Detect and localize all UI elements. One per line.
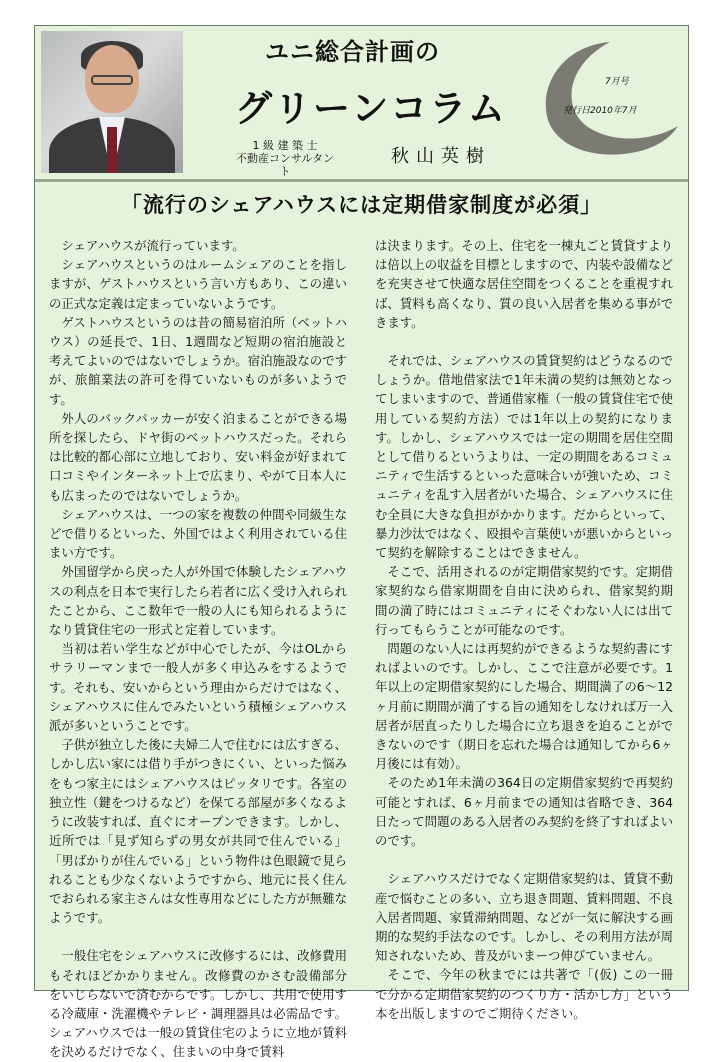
left-column [49,236,347,1062]
paragraph-spacer [375,332,673,351]
author-role-line1: 1 級 建 築 士 [252,139,318,152]
paragraph-spacer [375,850,673,869]
right-column [375,236,673,1023]
paragraph: ゲストハウスというのは昔の簡易宿泊所（ベットハウス）の延長で、1日、1週間など短期の宿泊施設と考えてよいのではないでしょうか。宿泊施設なのですが、旅館業法の許可を得ていないものが多いようです。 [49,314,347,407]
paragraph: そこで、今年の秋までには共著で「(仮) この一冊で分かる定期借家契約のつくり方・活かし方」という本を出版しますのでご期待ください。 [375,967,673,1021]
paragraph: シェアハウスは、一つの家を複数の仲間や同級生などで借りるといった、外国ではよく利用されている住まい方です。 [49,506,347,561]
author-role [235,139,335,178]
paragraph-spacer [49,927,347,946]
paragraph: 当初は若い学生などが中心でしたが、今はOLからサラリーマンまで一般人が多く申込みをするようです。それも、安いからという理由からだけではなく、シェアハウスに住んでみたいという積極シェアハウス派が多いということです。 [49,641,347,734]
paragraph: 外人のバックパッカーが安く泊まることができる場所を探したら、ドヤ街のベットハウスだった。それらは比較的都心部に立地しており、安い料金が好まれて口コミやインターネット上で広まり、やがて日本人にも広まったのではないでしょうか。 [49,410,347,503]
masthead [35,26,688,182]
paragraph: シェアハウスが流行っています。 [61,238,245,253]
paragraph: は決まります。その上、住宅を一棟丸ごと賃貸すよりは倍以上の収益を目標としますので、内装や設備などを充実させて快適な居住空間をつくることを重視すれば、賃料も高くなり、質の良い入居者を集める事ができます。 [375,238,673,330]
author-name: 秋山英樹 [391,146,491,167]
author-role-line2: 不動産コンサルタント [235,152,334,178]
masthead-title-line1: ユニ総合計画の [265,38,440,66]
author-photo [41,31,183,173]
issue-label: 7月号 [605,77,629,87]
article-headline: 「流行のシェアハウスには定期借家制度が必須」 [120,193,603,217]
paragraph: シェアハウスというのはルームシェアのことを指しますが、ゲストハウスという言い方もあり、この違いの正式な定義は定まっていないようです。 [49,257,347,311]
issue-date: 発行日2010年7月 [563,106,637,116]
paragraph: シェアハウスだけでなく定期借家契約は、賃貸不動産で悩むことの多い、立ち退き問題、賃料問題、不良入居者問題、家賃滞納問題、などが一気に解決する画期的な契約手法なのです。しかし、その利用方法が周知されないため、普及がいまーつ伸びていません。 [375,871,673,964]
masthead-title: グリーンコラム [235,87,507,130]
paragraph: 子供が独立した後に夫婦二人で住むには広すぎる、しかし広い家には借り手がつきにくい、といった悩みをもつ家主にはシェアハウスはピッタリです。各室の独立性（鍵をつけるなど）を保てる部屋が多くなるように改装すれば、直ぐにオープンできます。しかし、近所では「見ず知らずの男女が共同で住んでいる」「男ばかりが住んでいる」という物件は色眼鏡で見られることも少なくないようですから、地元に長く住んでおられる家主さんは女性専用などにした方が無難なようです。 [49,737,347,926]
paragraph: そこで、活用されるのが定期借家契約です。定期借家契約なら借家期間を自由に決められ、借家契約期間の満了時にはコミュニティにそぐわない人には出て行ってもらうことが可能なのです。 [375,564,673,637]
paragraph: 問題のない人には再契約ができるような契約書にすればよいのです。しかし、ここで注意が必要です。1年以上の定期借家契約にした場合、期間満了の6〜12ヶ月前に期間が満了する旨の通知をしなければ万一入居者が居直ったりした場合に立ち退きを迫ることができないのです（期日を忘れた場合は通知してから6ヶ月後には有効）。 [375,641,673,772]
paragraph: 一般住宅をシェアハウスに改修するには、改修費用もそれほどかかりません。改修費のかさむ設備部分をいじらないで済むからです。しかし、共用で使用する冷蔵庫・洗濯機やテレビ・調理器具は必需品です。シェアハウスでは一般の賃貸住宅のように立地が賃料を決めるだけでなく、住まいの中身で賃料 [49,948,347,1060]
crescent-moon-icon [532,38,682,162]
newsletter-sheet [34,25,689,1060]
paragraph: それでは、シェアハウスの賃貸契約はどうなるのでしょうか。借地借家法で1年未満の契約は無効となってしまいますので、普通借家権（一般の賃貸住宅で使用している契約方法）では1年以上の契約になります。しかし、シェアハウスでは一定の期間を居住空間として借りるというよりは、一定の期間をあるコミュニティで生活するといった意味合いが強いため、コミュニティを乱す入居者がいた場合、シェアハウスに住む全員に大きな負担がかかります。だからといって、暴力沙汰ではなく、殴損や言葉使いが悪いからといって契約を解除することはできません。 [375,353,673,561]
paragraph: 外国留学から戻った人が外国で体験したシェアハウスの利点を日本で実行したら若者に広く受け入れられたことから、ここ数年で一般の人にも知られるようになり賃貸住宅の一形式と定着しています。 [49,564,347,638]
paragraph: そのため1年未満の364日の定期借家契約で再契約可能とすれば、6ヶ月前までの通知は省略でき、364日たって問題のある入居者のみ契約を終了すればよいのです。 [375,775,673,849]
